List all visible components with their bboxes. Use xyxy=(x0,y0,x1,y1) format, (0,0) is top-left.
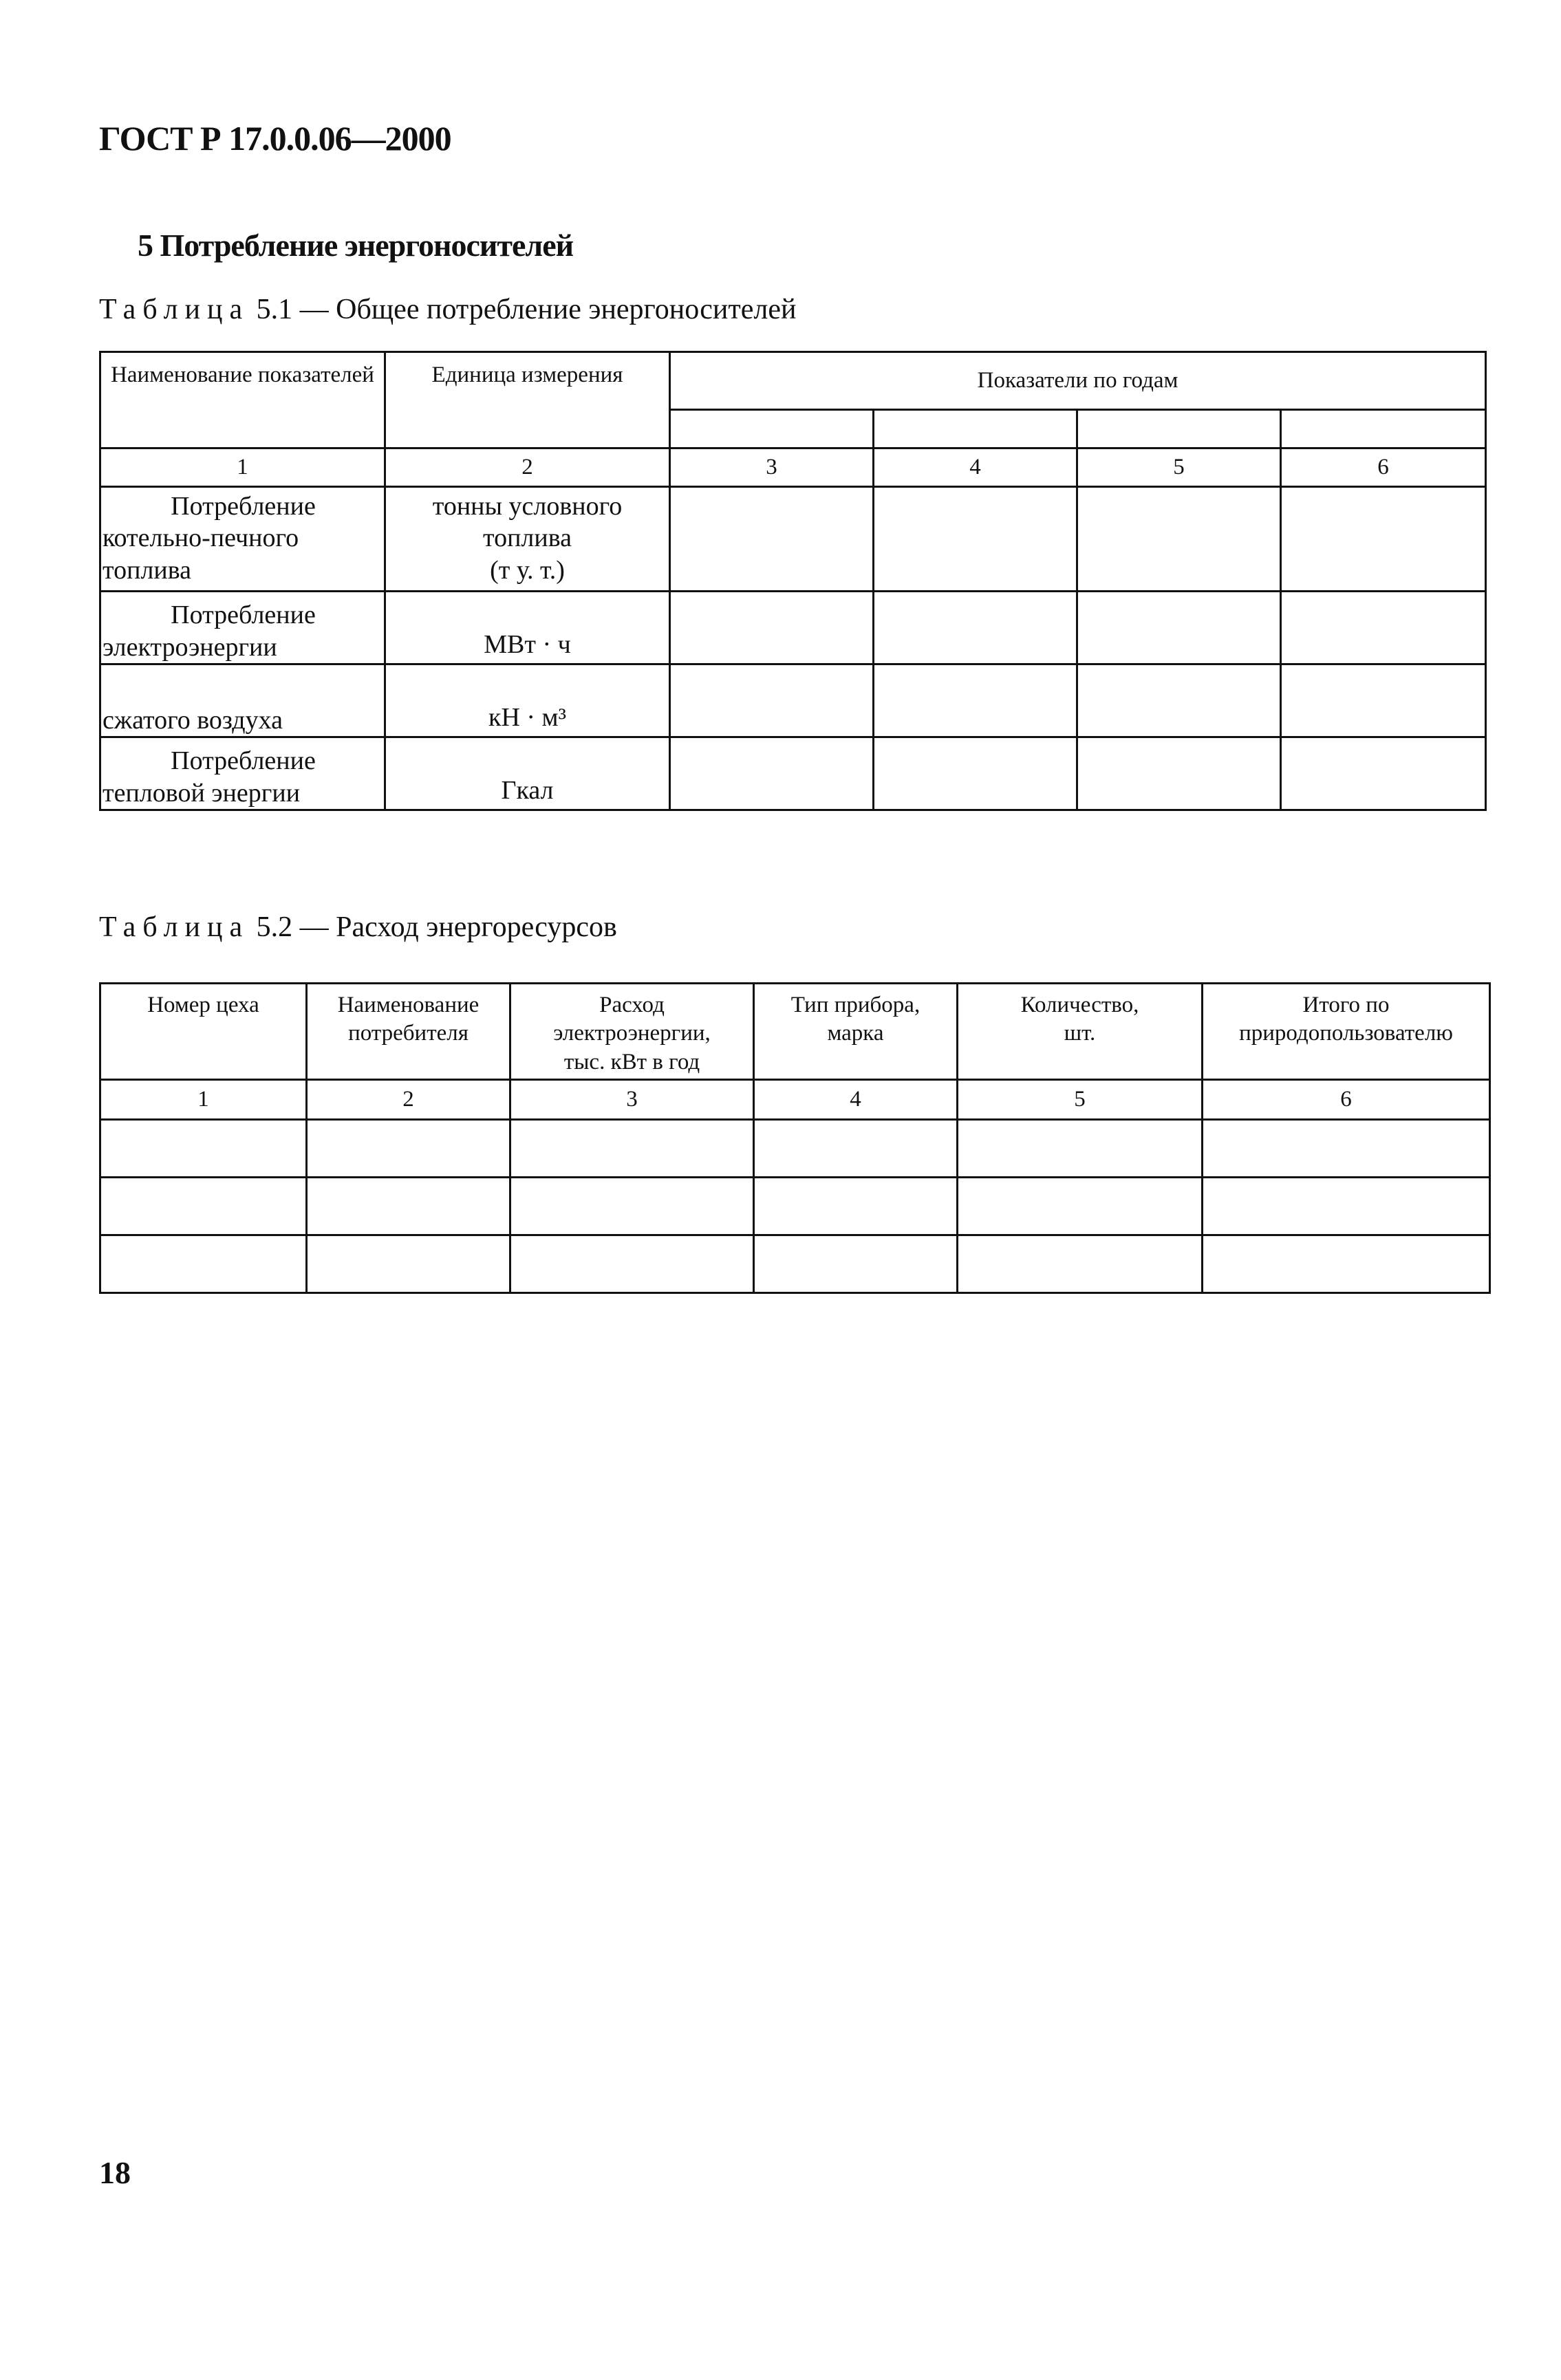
header-line: шт. xyxy=(1064,1021,1096,1046)
table-5-1-caption xyxy=(99,293,796,326)
table-caption-label: Таблица xyxy=(99,294,250,325)
header-line: марка xyxy=(827,1021,884,1046)
value-cell xyxy=(754,1235,958,1293)
row-name xyxy=(100,737,385,810)
row-unit: МВт · ч xyxy=(385,592,670,664)
value-cell xyxy=(670,592,874,664)
year-cell xyxy=(1077,410,1281,448)
row-name-line: топлива xyxy=(103,555,192,585)
value-cell xyxy=(307,1178,510,1235)
section-title: 5 Потребление энергоносителей xyxy=(138,228,574,263)
header-electricity-consumption xyxy=(510,984,754,1080)
page-number: 18 xyxy=(99,2155,131,2190)
table-caption-text: 5.1 — Общее потребление энергоносителей xyxy=(256,294,797,325)
value-cell xyxy=(670,487,874,592)
row-name xyxy=(100,592,385,664)
column-number: 1 xyxy=(100,1080,307,1120)
value-cell xyxy=(510,1178,754,1235)
value-cell xyxy=(510,1235,754,1293)
column-number-row xyxy=(100,1080,1490,1120)
row-name-line: Потребление xyxy=(171,492,316,521)
table-row xyxy=(100,487,1486,592)
table-row xyxy=(100,1178,1490,1235)
unit-line: (т у. т.) xyxy=(490,555,565,585)
column-number: 1 xyxy=(100,448,385,487)
row-name-line: Потребление xyxy=(171,746,316,776)
row-unit: кН · м³ xyxy=(385,664,670,737)
value-cell xyxy=(100,1235,307,1293)
row-unit: Гкал xyxy=(385,737,670,810)
value-cell xyxy=(307,1120,510,1178)
header-workshop-number: Номер цеха xyxy=(100,984,307,1080)
table-5-2 xyxy=(99,982,1491,1294)
header-indicator-name: Наименование показателей xyxy=(100,352,385,448)
table-row xyxy=(100,1120,1490,1178)
table-row xyxy=(100,737,1486,810)
table-caption-text: 5.2 — Расход энергоресурсов xyxy=(256,911,617,943)
row-name: сжатого воздуха xyxy=(100,664,385,737)
header-line: Тип прибора, xyxy=(790,993,921,1017)
year-cell xyxy=(1281,410,1486,448)
value-cell xyxy=(1281,592,1486,664)
header-row xyxy=(100,984,1490,1080)
table-row xyxy=(100,592,1486,664)
value-cell xyxy=(670,737,874,810)
column-number: 3 xyxy=(670,448,874,487)
column-number: 3 xyxy=(510,1080,754,1120)
header-line: природопользователю xyxy=(1239,1021,1453,1046)
value-cell xyxy=(1281,737,1486,810)
value-cell xyxy=(874,737,1077,810)
document-code: ГОСТ Р 17.0.0.06—2000 xyxy=(99,119,451,158)
header-total xyxy=(1203,984,1490,1080)
value-cell xyxy=(307,1235,510,1293)
header-line: Расход xyxy=(599,993,665,1017)
header-unit: Единица измерения xyxy=(385,352,670,448)
value-cell xyxy=(670,664,874,737)
value-cell xyxy=(958,1178,1203,1235)
value-cell xyxy=(510,1120,754,1178)
column-number: 4 xyxy=(754,1080,958,1120)
year-cell xyxy=(670,410,874,448)
column-number: 5 xyxy=(1077,448,1281,487)
value-cell xyxy=(100,1178,307,1235)
header-line: Количество, xyxy=(1020,993,1139,1017)
row-unit xyxy=(385,487,670,592)
column-number: 2 xyxy=(385,448,670,487)
value-cell xyxy=(958,1235,1203,1293)
value-cell xyxy=(754,1178,958,1235)
column-number: 5 xyxy=(958,1080,1203,1120)
value-cell xyxy=(100,1120,307,1178)
value-cell xyxy=(1077,592,1281,664)
value-cell xyxy=(1281,664,1486,737)
value-cell xyxy=(1077,487,1281,592)
column-number: 4 xyxy=(874,448,1077,487)
header-line: Наименование xyxy=(337,993,480,1017)
year-cell xyxy=(874,410,1077,448)
value-cell xyxy=(874,664,1077,737)
value-cell xyxy=(754,1120,958,1178)
value-cell xyxy=(1203,1178,1490,1235)
header-years: Показатели по годам xyxy=(670,352,1486,410)
unit-line: тонны условного xyxy=(432,492,623,521)
row-name-line: Потребление xyxy=(171,601,316,630)
column-number-row xyxy=(100,448,1486,487)
table-5-2-caption xyxy=(99,911,617,944)
value-cell xyxy=(958,1120,1203,1178)
value-cell xyxy=(1077,737,1281,810)
value-cell xyxy=(874,487,1077,592)
header-line: электроэнергии, xyxy=(553,1021,711,1046)
value-cell xyxy=(1281,487,1486,592)
table-row xyxy=(100,1235,1490,1293)
table-caption-label: Таблица xyxy=(99,911,250,943)
header-consumer-name xyxy=(307,984,510,1080)
column-number: 6 xyxy=(1281,448,1486,487)
header-quantity xyxy=(958,984,1203,1080)
unit-line: топлива xyxy=(482,523,572,553)
header-device-type xyxy=(754,984,958,1080)
header-line: тыс. кВт в год xyxy=(563,1049,700,1074)
column-number: 6 xyxy=(1203,1080,1490,1120)
value-cell xyxy=(1077,664,1281,737)
value-cell xyxy=(1203,1120,1490,1178)
header-line: Итого по xyxy=(1302,993,1390,1017)
value-cell xyxy=(874,592,1077,664)
row-name-line: тепловой энергии xyxy=(103,778,301,808)
row-name-line: котельно-печного xyxy=(103,523,299,553)
row-name-line: электроэнергии xyxy=(103,632,277,662)
column-number: 2 xyxy=(307,1080,510,1120)
value-cell xyxy=(1203,1235,1490,1293)
header-line: потребителя xyxy=(348,1021,469,1046)
table-row xyxy=(100,664,1486,737)
row-name xyxy=(100,487,385,592)
table-5-1 xyxy=(99,351,1487,811)
